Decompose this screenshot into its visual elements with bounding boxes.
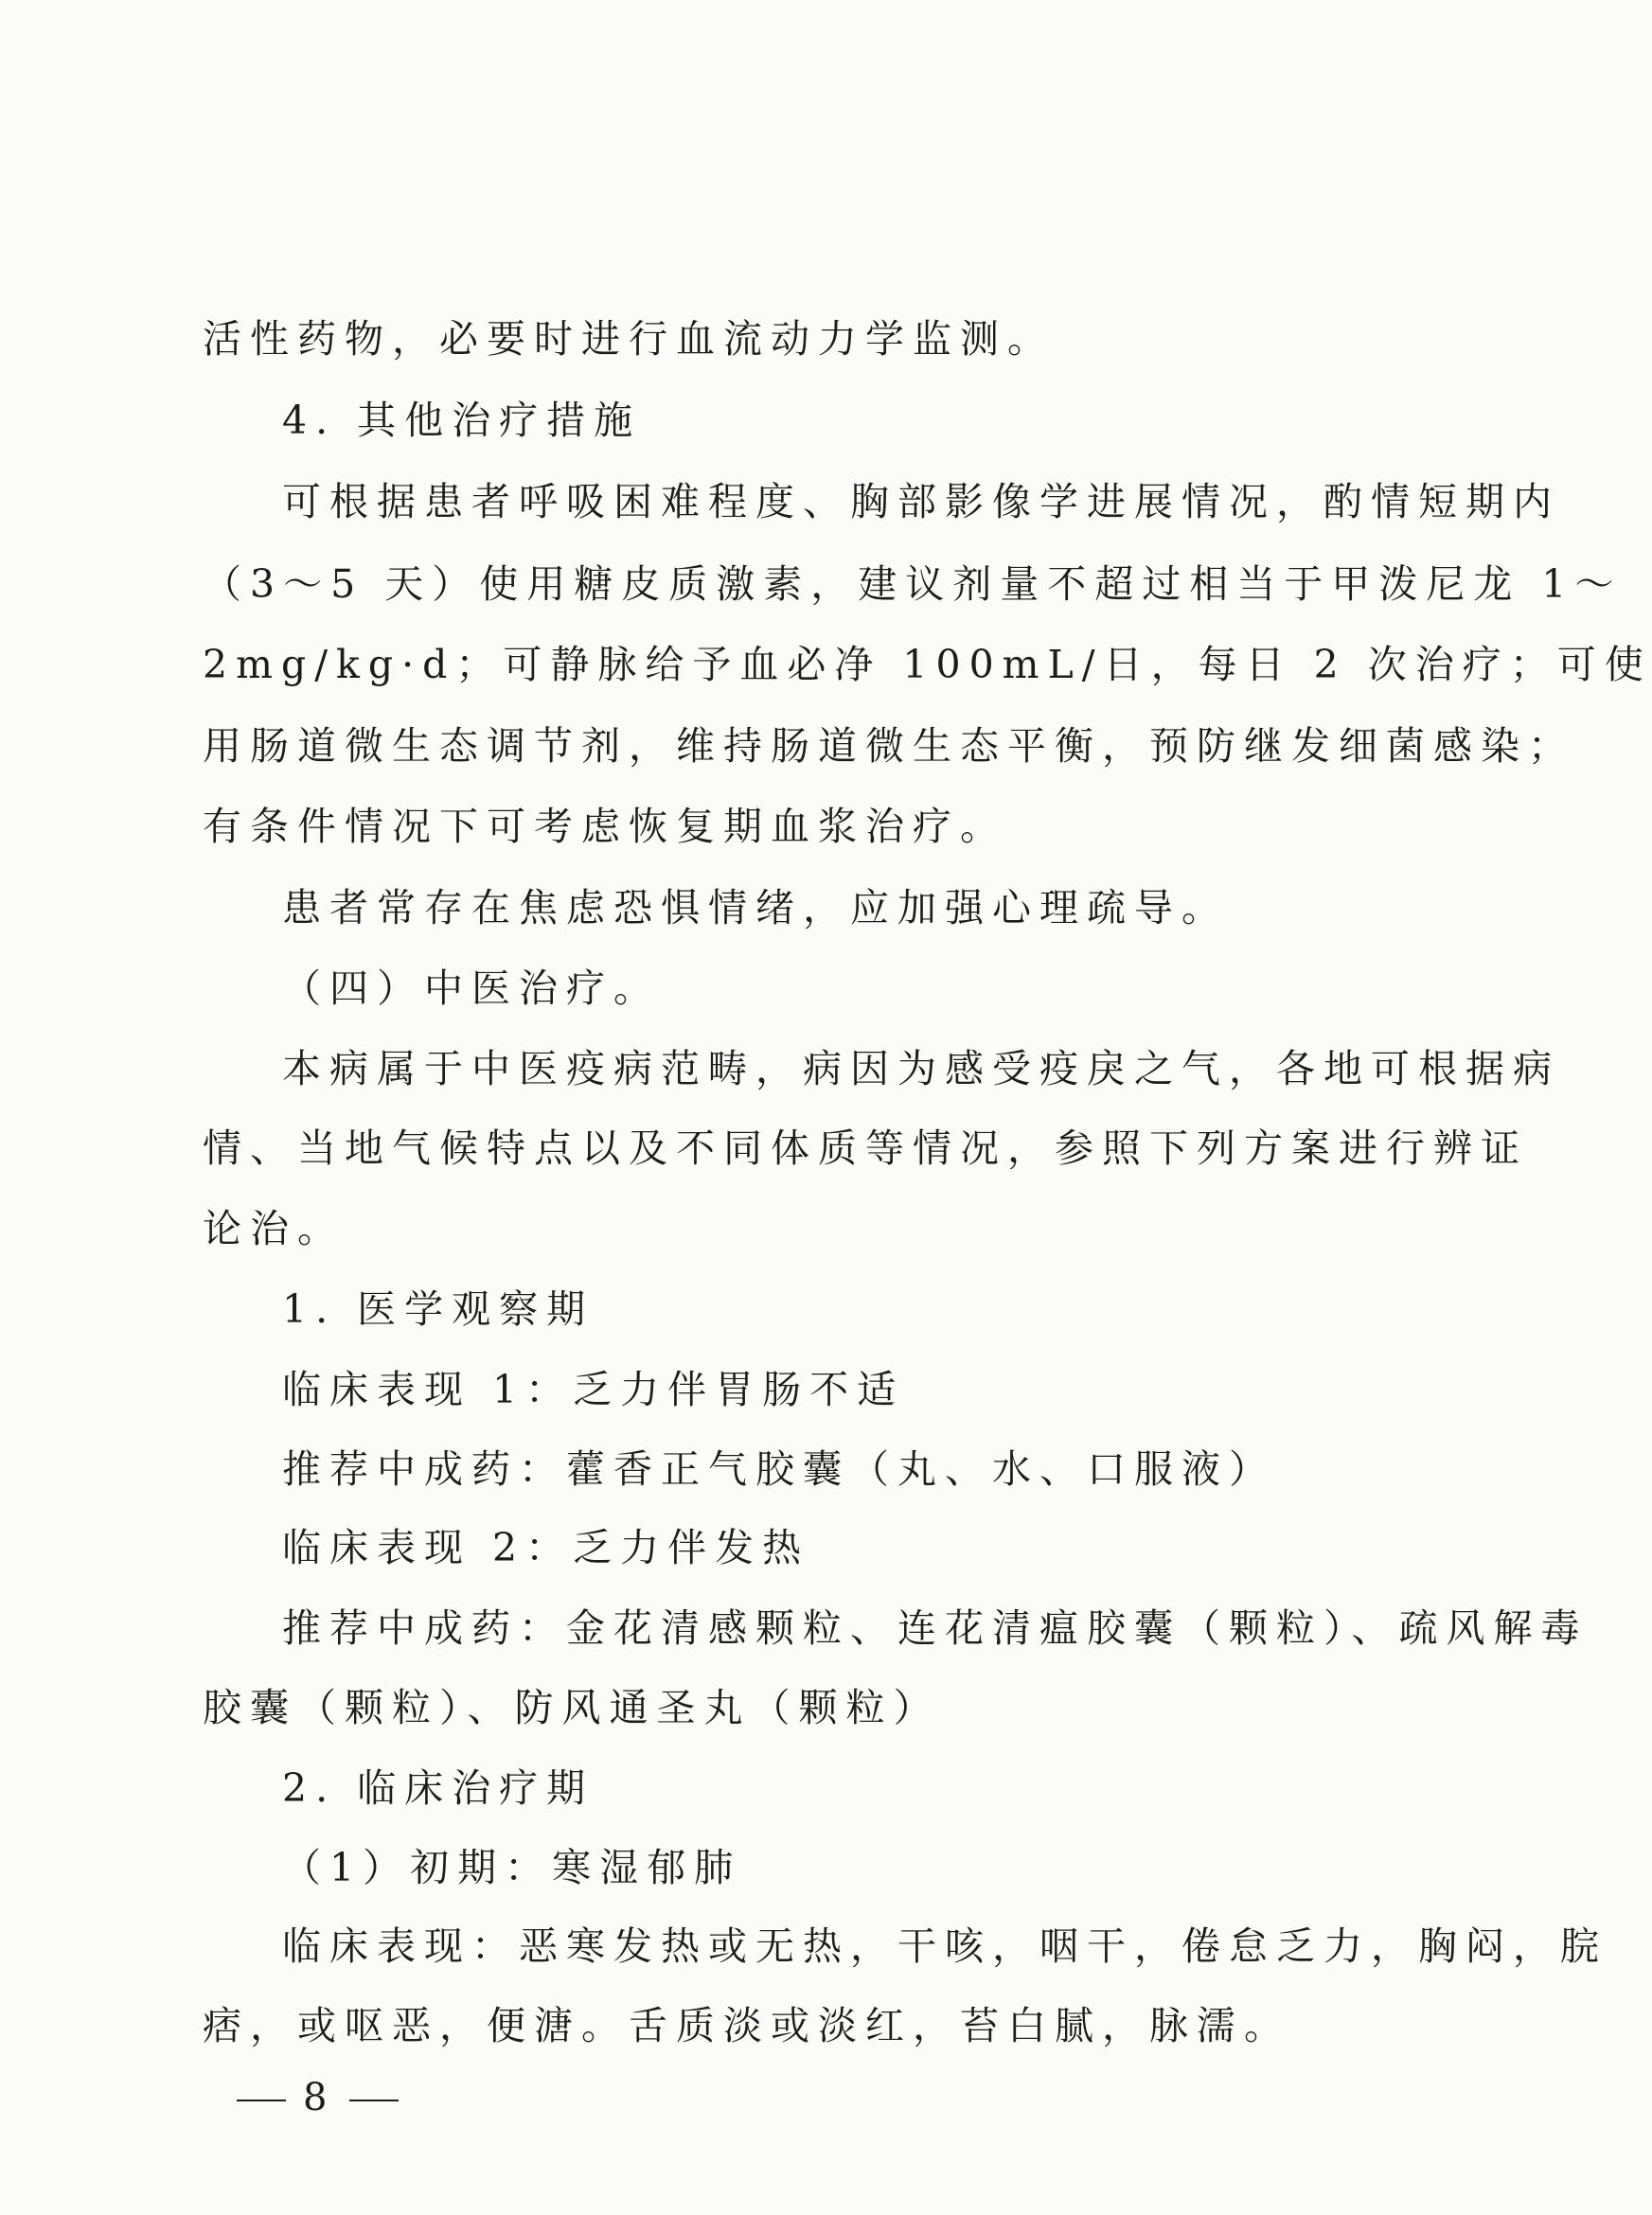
section-heading: 2. 临床治疗期 <box>282 1765 595 1811</box>
text-line: 2mg/kg·d；可静脉给予血必净 100mL/日，每日 2 次治疗；可使 <box>203 642 1652 687</box>
text-line: 临床表现 1：乏力伴胃肠不适 <box>282 1367 905 1412</box>
text-line: 可根据患者呼吸困难程度、胸部影像学进展情况，酌情短期内 <box>282 479 1560 524</box>
text-line: 患者常存在焦虑恐惧情绪，应加强心理疏导。 <box>282 885 1229 930</box>
text-line: （3～5 天）使用糖皮质激素，建议剂量不超过相当于甲泼尼龙 1～ <box>203 561 1623 607</box>
text-line: 本病属于中医疫病范畴，病因为感受疫戾之气，各地可根据病 <box>282 1046 1560 1091</box>
section-heading: 4. 其他治疗措施 <box>282 398 642 443</box>
section-heading: （四）中医治疗。 <box>282 966 661 1011</box>
text-line: （1）初期：寒湿郁肺 <box>282 1845 742 1890</box>
text-line: 论治。 <box>203 1206 345 1251</box>
footer-dash-left <box>237 2100 286 2101</box>
text-line: 胶囊（颗粒）、防风通圣丸（颗粒） <box>203 1685 941 1730</box>
section-heading: 1. 医学观察期 <box>282 1286 595 1332</box>
text-line: 临床表现：恶寒发热或无热，干咳，咽干，倦怠乏力，胸闷，脘 <box>282 1923 1608 1969</box>
text-line: 情、当地气候特点以及不同体质等情况，参照下列方案进行辨证 <box>203 1125 1528 1171</box>
text-line: 有条件情况下可考虑恢复期血浆治疗。 <box>203 804 1007 849</box>
text-line: 活性药物，必要时进行血流动力学监测。 <box>203 316 1055 362</box>
text-line: 用肠道微生态调节剂，维持肠道微生态平衡，预防继发细菌感染； <box>203 723 1575 769</box>
text-line: 痞，或呕恶，便溏。舌质淡或淡红，苔白腻，脉濡。 <box>203 2003 1291 2048</box>
footer-dash-right <box>349 2100 399 2101</box>
page-number: 8 <box>303 2076 333 2119</box>
text-line: 推荐中成药：金花清感颗粒、连花清瘟胶囊（颗粒）、疏风解毒 <box>282 1605 1589 1651</box>
page-footer <box>220 2069 416 2126</box>
text-line: 推荐中成药：藿香正气胶囊（丸、水、口服液） <box>282 1446 1276 1492</box>
text-line: 临床表现 2：乏力伴发热 <box>282 1525 810 1570</box>
